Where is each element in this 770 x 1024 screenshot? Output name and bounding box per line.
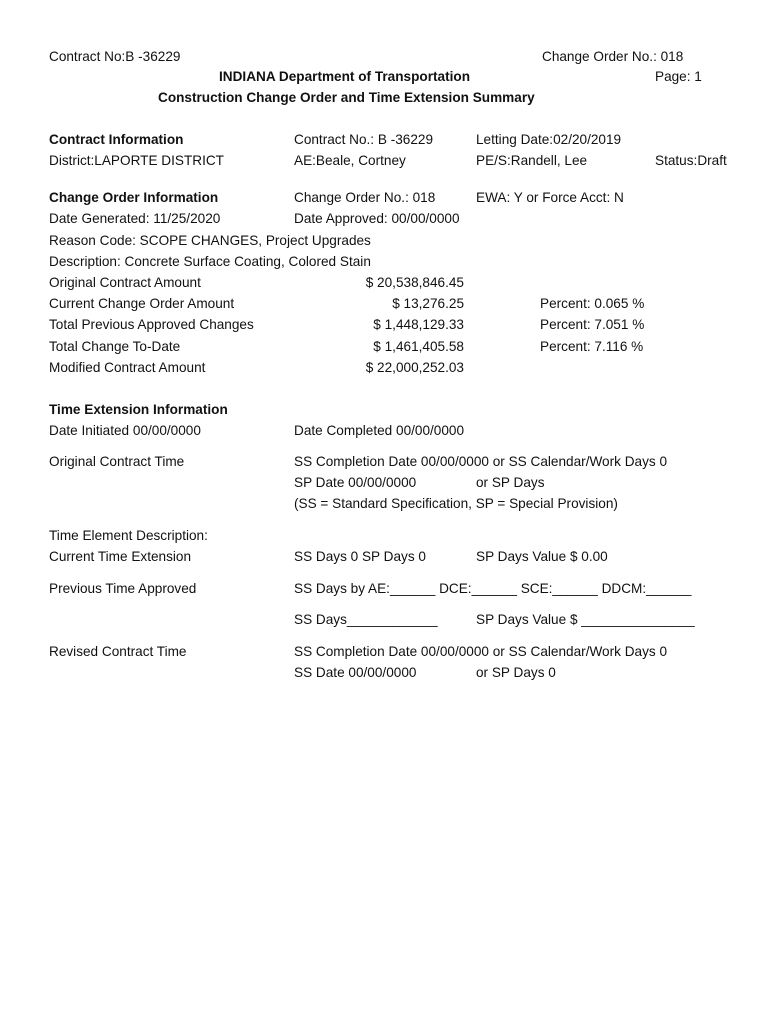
contract-info-heading: Contract Information [49,132,184,147]
amount-row-label: Total Previous Approved Changes [49,317,254,332]
time-ext-date-initiated: Date Initiated 00/00/0000 [49,423,201,438]
ss-sp-legend-note: (SS = Standard Specification, SP = Special Provision) [294,496,618,511]
header-contract-no: Contract No:B -36229 [49,49,181,64]
amount-row-label: Total Change To-Date [49,339,181,354]
revised-ss-date: SS Date 00/00/0000 [294,665,417,680]
current-time-extension-label: Current Time Extension [49,549,192,564]
page-title: Construction Change Order and Time Extension Summary [158,90,535,105]
revised-contract-time-label: Revised Contract Time [49,644,187,659]
original-contract-time-label: Original Contract Time [49,454,185,469]
current-sp-days-value: SP Days Value $ 0.00 [476,549,608,564]
revised-sp-days: or SP Days 0 [476,665,556,680]
time-ext-date-completed: Date Completed 00/00/0000 [294,423,465,438]
contract-info-pes: PE/S:Randell, Lee [476,153,588,168]
previous-ss-days: SS Days____________ [294,612,438,627]
amount-row-percent: Percent: 7.051 % [540,317,645,332]
contract-info-letting-date: Letting Date:02/20/2019 [476,132,622,147]
contract-info-district: District:LAPORTE DISTRICT [49,153,224,168]
original-sp-days: or SP Days [476,475,545,490]
time-element-description: Time Element Description: [49,528,208,543]
change-order-description: Description: Concrete Surface Coating, Colored Stain [49,254,371,269]
header-change-order-no: Change Order No.: 018 [542,49,684,64]
amount-row-label: Modified Contract Amount [49,360,206,375]
change-order-info-heading: Change Order Information [49,190,219,205]
amount-row-percent: Percent: 7.116 % [540,339,644,354]
original-sp-date: SP Date 00/00/0000 [294,475,417,490]
change-order-reason-code: Reason Code: SCOPE CHANGES, Project Upgrades [49,233,371,248]
amount-row-value: $ 20,538,846.45 [365,275,464,290]
previous-sp-days-value: SP Days Value $ _______________ [476,612,695,627]
amount-row-value: $ 13,276.25 [392,296,464,311]
change-order-date-generated: Date Generated: 11/25/2020 [49,211,221,226]
amount-row-value: $ 22,000,252.03 [365,360,464,375]
previous-time-approved-label: Previous Time Approved [49,581,197,596]
original-ss-completion: SS Completion Date 00/00/0000 or SS Calendar/Work Days 0 [294,454,668,469]
time-ext-heading: Time Extension Information [49,402,228,417]
amount-row-label: Current Change Order Amount [49,296,235,311]
amount-row-label: Original Contract Amount [49,275,201,290]
header-page-number: Page: 1 [655,69,702,84]
contract-info-contract-no: Contract No.: B -36229 [294,132,434,147]
header-department: INDIANA Department of Transportation [219,69,470,84]
change-order-date-approved: Date Approved: 00/00/0000 [294,211,460,226]
previous-ss-days-by-approver: SS Days by AE:______ DCE:______ SCE:______ DDCM:______ [294,581,692,596]
amount-row-value: $ 1,448,129.33 [373,317,464,332]
change-order-info-number: Change Order No.: 018 [294,190,436,205]
amount-row-percent: Percent: 0.065 % [540,296,645,311]
revised-ss-completion: SS Completion Date 00/00/0000 or SS Calendar/Work Days 0 [294,644,668,659]
amount-row-value: $ 1,461,405.58 [373,339,464,354]
change-order-info-ewa: EWA: Y or Force Acct: N [476,190,624,205]
contract-info-ae: AE:Beale, Cortney [294,153,406,168]
current-ss-sp-days: SS Days 0 SP Days 0 [294,549,426,564]
contract-info-status: Status:Draft [655,153,727,168]
